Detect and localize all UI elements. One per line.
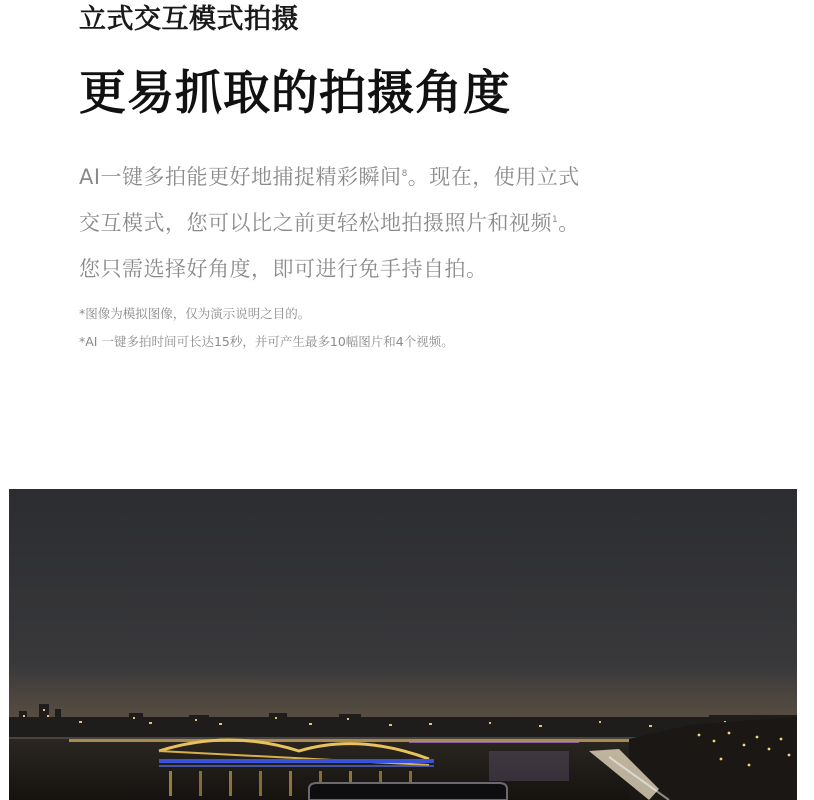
night-city-scene bbox=[9, 489, 797, 800]
bridge-blue-deck bbox=[159, 759, 434, 763]
footnotes bbox=[79, 300, 454, 356]
hero-night-city-image bbox=[9, 489, 797, 800]
distant-bridge-purple bbox=[409, 741, 579, 743]
body-line-2-text: 交互模式，您可以比之前更轻松地拍摄照片和视频 bbox=[79, 211, 552, 235]
footnote-image-disclaimer: *图像为模拟图像，仅为演示说明之目的。 bbox=[79, 306, 311, 321]
body-line-3: 您只需选择好角度，即可进行免手持自拍。 bbox=[79, 257, 488, 281]
body-line-2-tail: 。 bbox=[558, 211, 580, 235]
body-copy bbox=[79, 154, 699, 292]
footnote-ref-1: 1 bbox=[552, 215, 559, 225]
phone-top-edge bbox=[309, 783, 507, 800]
body-line-1 bbox=[79, 154, 699, 200]
section-headline: 更易抓取的拍摄角度 bbox=[79, 66, 511, 121]
section-eyebrow: 立式交互模式拍摄 bbox=[79, 4, 299, 35]
footnote-ref-8: 8 bbox=[401, 169, 408, 179]
body-line-1-text: AI一键多拍能更好地捕捉精彩瞬间 bbox=[79, 165, 402, 189]
footnote-burst-capture: *AI 一键多拍时间可长达15秒，并可产生最多10幅图片和4个视频。 bbox=[79, 334, 454, 349]
body-line-1-tail: 。现在，使用立式 bbox=[407, 165, 580, 189]
body-line-2 bbox=[79, 200, 699, 246]
